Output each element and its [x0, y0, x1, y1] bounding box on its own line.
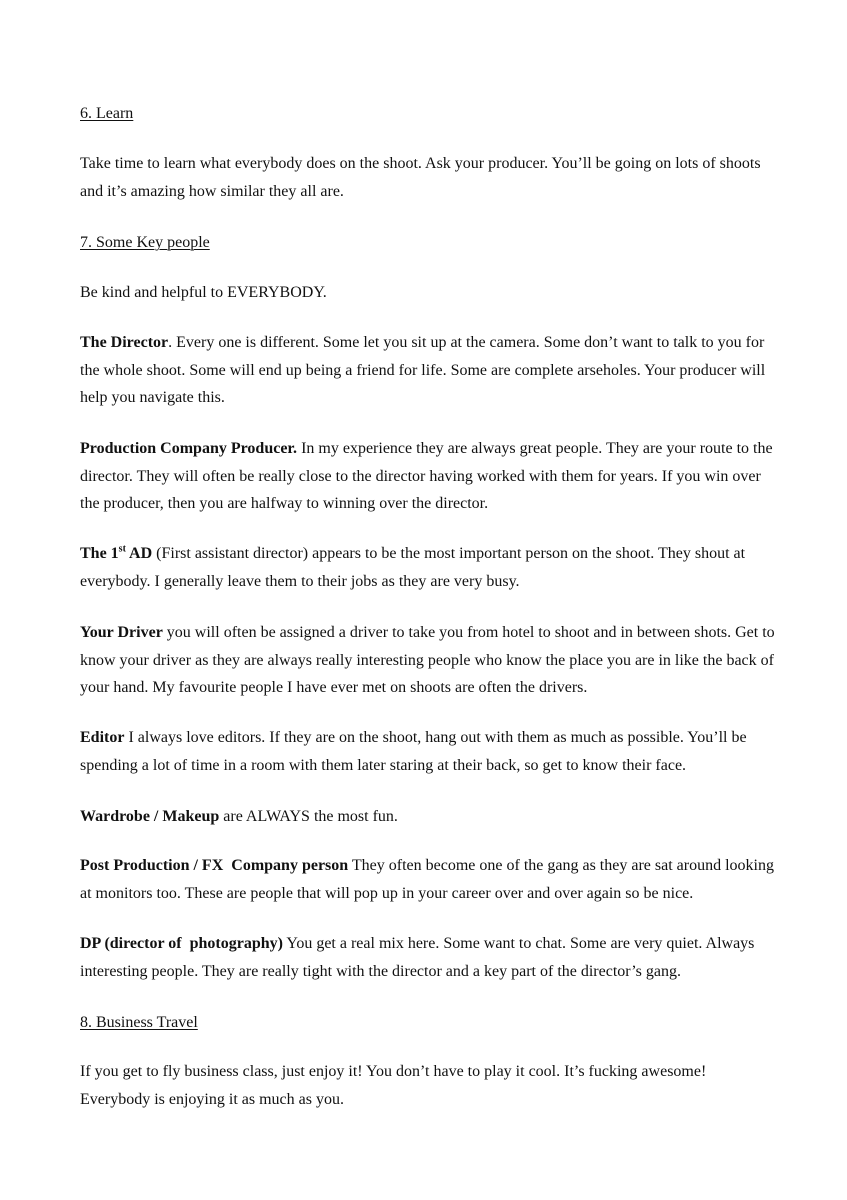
- term-dp: DP (director of photography): [80, 935, 283, 952]
- text-producer: In my experience they are always great people. They are your route to the director. They will often be really close to the director having worked with them for years. If you win over the producer, then you are halfway to winning over the director.: [80, 440, 773, 512]
- paragraph-key-people-intro: Be kind and helpful to EVERYBODY.: [80, 284, 327, 301]
- paragraph-learn: Take time to learn what everybody does on the shoot. Ask your producer. You’ll be going on lots of shoots and it’s amazing how similar they all are.: [80, 155, 761, 200]
- text-editor: I always love editors. If they are on the shoot, hang out with them as much as possible. You’ll be spending a lot of time in a room with them later staring at their back, so get to know their face.: [80, 729, 747, 774]
- text-wardrobe: are ALWAYS the most fun.: [219, 808, 398, 825]
- text-first-ad: (First assistant director) appears to be the most important person on the shoot. They shout at everybody. I generally leave them to their jobs as they are very busy.: [80, 545, 746, 590]
- paragraph-director: [80, 329, 780, 412]
- term-post-production: Post Production / FX Company person: [80, 857, 349, 874]
- paragraph-wardrobe: [80, 803, 780, 831]
- term-first-ad-prefix: The 1: [80, 545, 119, 562]
- term-first-ad-suffix: AD: [125, 545, 153, 562]
- term-first-ad: [80, 545, 152, 562]
- term-editor: Editor: [80, 729, 125, 746]
- text-driver: you will often be assigned a driver to take you from hotel to shoot and in between shots. Get to know your driver as they are always really interesting people who know the place you are in like the back of your hand. My favourite people I have ever met on shoots are often the drivers.: [80, 624, 775, 696]
- paragraph-dp: [80, 930, 780, 985]
- term-producer: Production Company Producer.: [80, 440, 298, 457]
- term-director: The Director: [80, 334, 169, 351]
- term-driver: Your Driver: [80, 624, 163, 641]
- paragraph-post-production: [80, 852, 780, 907]
- paragraph-first-ad: [80, 540, 780, 595]
- section-heading-learn: 6. Learn: [80, 105, 134, 122]
- text-dp: You get a real mix here. Some want to chat. Some are very quiet. Always interesting people. They are really tight with the director and a key part of the director’s gang.: [80, 935, 755, 980]
- section-heading-business-travel: 8. Business Travel: [80, 1014, 198, 1031]
- text-director: . Every one is different. Some let you sit up at the camera. Some don’t want to talk to you for the whole shoot. Some will end up being a friend for life. Some are complete arseholes. Your producer will help you navigate this.: [80, 334, 766, 406]
- paragraph-editor: [80, 724, 780, 779]
- paragraph-driver: [80, 619, 780, 702]
- paragraph-producer: [80, 435, 780, 518]
- term-wardrobe: Wardrobe / Makeup: [80, 808, 220, 825]
- text-post-production: They often become one of the gang as they are sat around looking at monitors too. These are people that will pop up in your career over and over again so be nice.: [80, 857, 774, 902]
- term-first-ad-superscript: st: [118, 543, 126, 555]
- section-heading-key-people: 7. Some Key people: [80, 234, 210, 251]
- paragraph-business-travel: If you get to fly business class, just enjoy it! You don’t have to play it cool. It’s fucking awesome! Everybody is enjoying it as much as you.: [80, 1063, 707, 1108]
